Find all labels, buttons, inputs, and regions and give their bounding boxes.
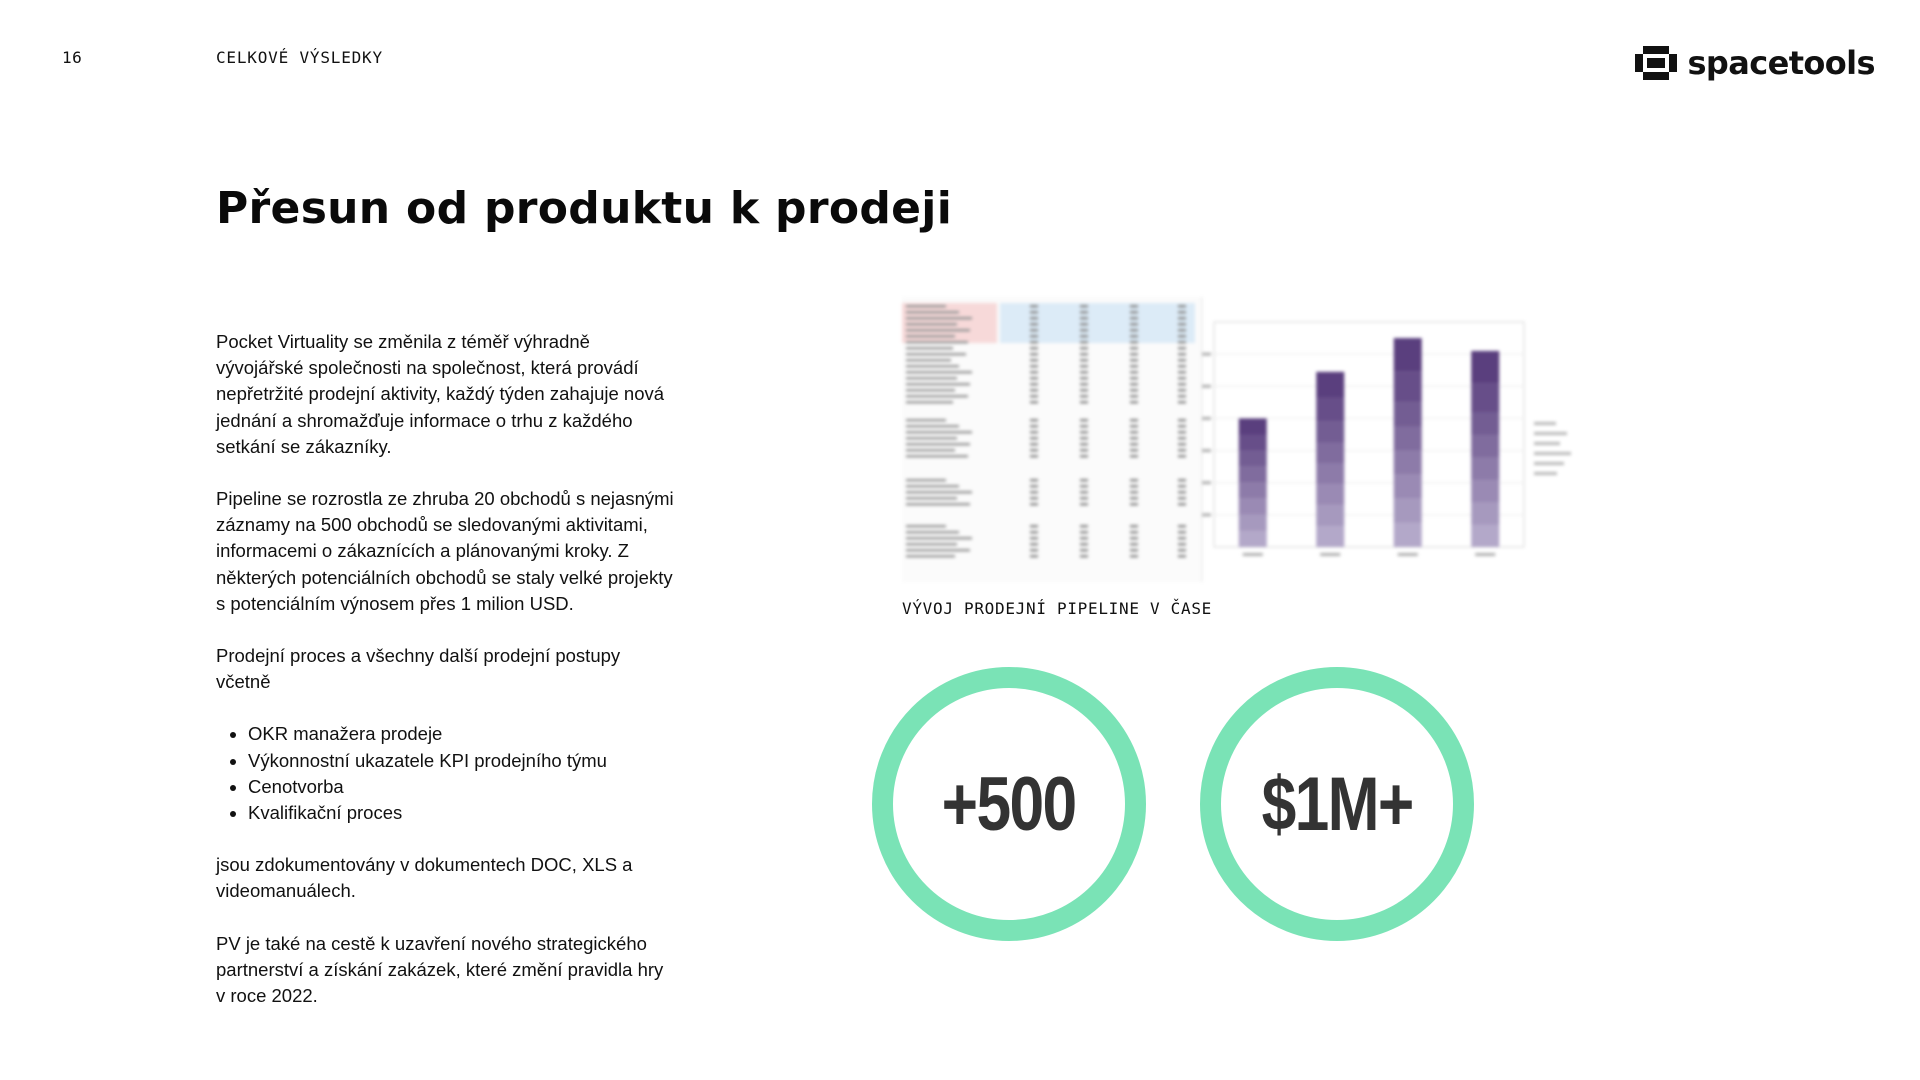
y-tick-label	[1202, 417, 1211, 420]
sheet-value-line	[1080, 401, 1088, 404]
bar-segment	[1471, 480, 1499, 503]
sheet-value-line	[1030, 437, 1038, 440]
sheet-value-line	[1030, 537, 1038, 540]
bar-segment	[1394, 402, 1422, 426]
sheet-value-line	[1178, 323, 1186, 326]
sheet-value-line	[1178, 389, 1186, 392]
sheet-cell-line	[906, 497, 957, 500]
legend-entry	[1534, 472, 1557, 475]
sheet-value-line	[1178, 419, 1186, 422]
sheet-value-line	[1178, 491, 1186, 494]
bar-segment	[1239, 531, 1267, 547]
sheet-value-line	[1178, 485, 1186, 488]
bar-segment	[1394, 475, 1422, 499]
sheet-value-line	[1130, 425, 1138, 428]
x-tick-label	[1398, 553, 1418, 556]
sheet-cell-line	[906, 449, 955, 452]
logo-text: spacetools	[1687, 44, 1875, 82]
sheet-value-line	[1130, 543, 1138, 546]
sheet-value-line	[1178, 305, 1186, 308]
sheet-value-line	[1080, 365, 1088, 368]
sheet-value-line	[1080, 497, 1088, 500]
sheet-value-line	[1030, 503, 1038, 506]
sheet-value-line	[1130, 395, 1138, 398]
sheet-value-line	[1130, 323, 1138, 326]
sheet-value-line	[1080, 455, 1088, 458]
bar-segment	[1316, 443, 1344, 464]
sheet-value-line	[1030, 311, 1038, 314]
legend-entry	[1534, 452, 1571, 455]
sheet-value-line	[1178, 455, 1186, 458]
sheet-value-line	[1178, 347, 1186, 350]
sheet-cell-line	[906, 555, 955, 558]
sheet-value-line	[1080, 317, 1088, 320]
bar-segment	[1239, 499, 1267, 515]
bar-segment	[1471, 502, 1499, 525]
sheet-cell-line	[906, 323, 957, 326]
sheet-value-line	[1080, 503, 1088, 506]
sheet-value-line	[1080, 389, 1088, 392]
sheet-value-line	[1080, 329, 1088, 332]
y-tick-label	[1202, 513, 1211, 516]
sheet-cell-line	[906, 347, 953, 350]
sheet-value-line	[1130, 537, 1138, 540]
sheet-value-line	[1080, 431, 1088, 434]
sheet-value-line	[1030, 329, 1038, 332]
sheet-value-line	[1178, 437, 1186, 440]
sheet-value-line	[1030, 395, 1038, 398]
sheet-cell-line	[906, 531, 959, 534]
sheet-value-line	[1030, 479, 1038, 482]
sheet-value-line	[1130, 449, 1138, 452]
sheet-cell-line	[906, 491, 972, 494]
sheet-value-line	[1080, 377, 1088, 380]
chart-caption: VÝVOJ PRODEJNÍ PIPELINE V ČASE	[902, 599, 1212, 618]
sheet-value-line	[1178, 335, 1186, 338]
bar-segment	[1394, 499, 1422, 523]
sheet-value-line	[1178, 329, 1186, 332]
sheet-value-line	[1030, 341, 1038, 344]
sheet-value-line	[1130, 365, 1138, 368]
sheet-cell-line	[906, 329, 970, 332]
sheet-value-line	[1178, 317, 1186, 320]
y-tick-label	[1202, 385, 1211, 388]
sheet-value-line	[1030, 347, 1038, 350]
stat-circle-revenue	[1200, 667, 1474, 941]
sheet-value-line	[1030, 305, 1038, 308]
sheet-value-line	[1080, 371, 1088, 374]
sheet-value-line	[1130, 329, 1138, 332]
sheet-value-line	[1030, 383, 1038, 386]
sheet-cell-line	[906, 455, 968, 458]
sheet-cell-line	[906, 443, 970, 446]
sheet-value-line	[1130, 377, 1138, 380]
sheet-highlight-blue	[1000, 303, 1195, 343]
legend-entry	[1534, 462, 1564, 465]
sheet-value-line	[1178, 543, 1186, 546]
body-text	[216, 329, 676, 1035]
bar-segment	[1471, 457, 1499, 480]
bar-segment	[1471, 435, 1499, 458]
sheet-value-line	[1080, 335, 1088, 338]
bar-segment	[1471, 412, 1499, 435]
sheet-cell-line	[906, 503, 970, 506]
sheet-value-line	[1080, 425, 1088, 428]
x-tick-label	[1475, 553, 1495, 556]
sheet-value-line	[1030, 443, 1038, 446]
sheet-value-line	[1130, 305, 1138, 308]
paragraph-docs: jsou zdokumentovány v dokumentech DOC, XLS a videomanuálech.	[216, 854, 633, 902]
sheet-value-line	[1030, 525, 1038, 528]
sheet-cell-line	[906, 341, 968, 344]
paragraph-intro: Pocket Virtuality se změnila z téměř výhradně vývojářské společnosti na společnost, která provádí nepřetržité prodejní aktivity, každý týden zahajuje nová jednání a shromažďuje informace o trhu z každého setkání se zákazníky.	[216, 331, 665, 457]
sheet-cell-line	[906, 395, 968, 398]
bar-segment	[1471, 351, 1499, 383]
bar-segment	[1471, 383, 1499, 412]
x-tick-label	[1243, 553, 1263, 556]
sheet-value-line	[1080, 353, 1088, 356]
legend-entry	[1534, 432, 1567, 435]
sheet-cell-line	[906, 305, 946, 308]
section-label: CELKOVÉ VÝSLEDKY	[216, 48, 383, 67]
spacetools-logo-icon	[1635, 46, 1677, 80]
sheet-value-line	[1130, 311, 1138, 314]
sheet-value-line	[1130, 431, 1138, 434]
bar-segment	[1239, 515, 1267, 531]
sheet-value-line	[1178, 353, 1186, 356]
sheet-cell-line	[906, 401, 953, 404]
page-number: 16	[62, 48, 83, 67]
sheet-cell-line	[906, 437, 957, 440]
sheet-value-line	[1130, 479, 1138, 482]
sheet-cell-line	[906, 479, 946, 482]
sheet-cell-line	[906, 431, 972, 434]
sheet-value-line	[1030, 455, 1038, 458]
sheet-value-line	[1030, 353, 1038, 356]
bar-segment	[1394, 451, 1422, 475]
pipeline-chart-image	[902, 297, 1592, 582]
sheet-value-line	[1030, 549, 1038, 552]
sheet-value-line	[1130, 443, 1138, 446]
bar-segment	[1316, 505, 1344, 526]
list-item: • Cenotvorba	[248, 774, 676, 800]
sheet-cell-line	[906, 549, 970, 552]
sheet-value-line	[1178, 377, 1186, 380]
sheet-value-line	[1080, 491, 1088, 494]
sheet-value-line	[1080, 537, 1088, 540]
paragraph-partnership: PV je také na cestě k uzavření nového strategického partnerství a získání zakázek, které změní pravidla hry v roce 2022.	[216, 932, 664, 1007]
sheet-cell-line	[906, 335, 955, 338]
bar-segment	[1239, 418, 1267, 434]
bar-segment	[1471, 525, 1499, 548]
sheet-value-line	[1130, 359, 1138, 362]
sheet-value-line	[1178, 365, 1186, 368]
stat-circle-deals	[872, 667, 1146, 941]
sheet-cell-line	[906, 377, 957, 380]
sheet-value-line	[1178, 395, 1186, 398]
sheet-value-line	[1080, 323, 1088, 326]
bar-segment	[1316, 398, 1344, 422]
sheet-value-line	[1130, 401, 1138, 404]
legend-entry	[1534, 422, 1556, 425]
sheet-cell-line	[906, 425, 959, 428]
paragraph-process: Prodejní proces a všechny další prodejní postupy včetně	[216, 645, 621, 693]
bar-segment	[1316, 526, 1344, 547]
sheet-value-line	[1178, 503, 1186, 506]
sheet-value-line	[1080, 531, 1088, 534]
bar-segment	[1316, 484, 1344, 505]
sheet-value-line	[1178, 555, 1186, 558]
sheet-value-line	[1178, 401, 1186, 404]
sheet-value-line	[1130, 389, 1138, 392]
sheet-value-line	[1080, 347, 1088, 350]
bar-segment	[1394, 338, 1422, 372]
sheet-value-line	[1080, 479, 1088, 482]
sheet-value-line	[1178, 383, 1186, 386]
sheet-value-line	[1130, 437, 1138, 440]
sheet-value-line	[1130, 335, 1138, 338]
sheet-value-line	[1130, 419, 1138, 422]
page-title: Přesun od produktu k prodeji	[216, 183, 953, 234]
sheet-value-line	[1178, 431, 1186, 434]
sheet-cell-line	[906, 537, 972, 540]
y-tick-label	[1202, 481, 1211, 484]
list-item: • Kvalifikační proces	[248, 800, 676, 826]
sheet-value-line	[1080, 449, 1088, 452]
sheet-cell-line	[906, 317, 972, 320]
sheet-value-line	[1080, 341, 1088, 344]
sheet-cell-line	[906, 383, 970, 386]
bar-segment	[1394, 372, 1422, 403]
sheet-value-line	[1130, 341, 1138, 344]
bar-segment	[1239, 467, 1267, 483]
sheet-value-line	[1178, 531, 1186, 534]
spreadsheet-table	[902, 297, 1202, 582]
sheet-value-line	[1130, 317, 1138, 320]
sheet-value-line	[1080, 311, 1088, 314]
sheet-value-line	[1130, 555, 1138, 558]
sheet-value-line	[1080, 525, 1088, 528]
bar-segment	[1316, 463, 1344, 484]
sheet-value-line	[1130, 371, 1138, 374]
sheet-value-line	[1130, 383, 1138, 386]
sheet-value-line	[1080, 485, 1088, 488]
sheet-value-line	[1030, 485, 1038, 488]
sheet-value-line	[1130, 503, 1138, 506]
stat-value-deals: +500	[942, 761, 1076, 847]
paragraph-pipeline: Pipeline se rozrostla ze zhruba 20 obchodů s nejasnými záznamy na 500 obchodů se sledovanými aktivitami, informacemi o zákaznících a plánovanými kroky. Z některých potenciálních obchodů se staly velké projekty s potenciálním výnosem přes 1 milion USD.	[216, 488, 674, 614]
bar-segment	[1394, 426, 1422, 450]
y-tick-label	[1202, 449, 1211, 452]
bar-segment	[1239, 451, 1267, 467]
bar-segment	[1394, 523, 1422, 547]
sheet-value-line	[1178, 311, 1186, 314]
sheet-value-line	[1178, 425, 1186, 428]
sheet-value-line	[1178, 479, 1186, 482]
sheet-value-line	[1030, 323, 1038, 326]
sheet-cell-line	[906, 359, 946, 362]
sheet-value-line	[1030, 531, 1038, 534]
sheet-value-line	[1080, 305, 1088, 308]
sheet-value-line	[1080, 359, 1088, 362]
sheet-value-line	[1030, 389, 1038, 392]
sheet-value-line	[1178, 371, 1186, 374]
bar-chart	[1202, 322, 1571, 556]
sheet-value-line	[1030, 555, 1038, 558]
sheet-value-line	[1178, 525, 1186, 528]
legend-entry	[1534, 442, 1560, 445]
sheet-value-line	[1080, 383, 1088, 386]
sheet-value-line	[1130, 347, 1138, 350]
sheet-value-line	[1080, 443, 1088, 446]
sheet-value-line	[1178, 449, 1186, 452]
sheet-value-line	[1130, 531, 1138, 534]
list-item: • Výkonnostní ukazatele KPI prodejního týmu	[248, 748, 676, 774]
sheet-value-line	[1178, 341, 1186, 344]
sheet-cell-line	[906, 525, 946, 528]
sheet-value-line	[1030, 425, 1038, 428]
sheet-value-line	[1030, 543, 1038, 546]
sheet-value-line	[1178, 359, 1186, 362]
sheet-value-line	[1080, 395, 1088, 398]
sheet-value-line	[1178, 537, 1186, 540]
sheet-value-line	[1080, 543, 1088, 546]
sheet-value-line	[1030, 317, 1038, 320]
sheet-value-line	[1030, 359, 1038, 362]
sheet-value-line	[1130, 525, 1138, 528]
sheet-value-line	[1178, 443, 1186, 446]
sheet-value-line	[1030, 365, 1038, 368]
sheet-value-line	[1130, 485, 1138, 488]
bar-segment	[1316, 422, 1344, 443]
sheet-value-line	[1130, 353, 1138, 356]
y-tick-label	[1202, 353, 1211, 356]
sheet-value-line	[1030, 431, 1038, 434]
sheet-value-line	[1080, 555, 1088, 558]
sheet-cell-line	[906, 365, 959, 368]
sheet-cell-line	[906, 311, 959, 314]
sheet-cell-line	[906, 371, 972, 374]
sheet-value-line	[1178, 497, 1186, 500]
sheet-value-line	[1030, 419, 1038, 422]
sheet-value-line	[1030, 491, 1038, 494]
sheet-cell-line	[906, 389, 955, 392]
sheet-value-line	[1080, 437, 1088, 440]
sheet-value-line	[1130, 491, 1138, 494]
sheet-cell-line	[906, 353, 966, 356]
process-list	[216, 721, 676, 826]
sheet-value-line	[1130, 549, 1138, 552]
sheet-value-line	[1080, 549, 1088, 552]
list-item: • OKR manažera prodeje	[248, 721, 676, 747]
sheet-value-line	[1030, 371, 1038, 374]
bar-segment	[1316, 372, 1344, 398]
sheet-value-line	[1030, 497, 1038, 500]
sheet-value-line	[1030, 401, 1038, 404]
sheet-cell-line	[906, 419, 946, 422]
sheet-value-line	[1080, 419, 1088, 422]
sheet-value-line	[1130, 497, 1138, 500]
sheet-cell-line	[906, 485, 959, 488]
sheet-value-line	[1030, 335, 1038, 338]
sheet-value-line	[1030, 449, 1038, 452]
logo	[1635, 44, 1875, 82]
bar-segment	[1239, 483, 1267, 499]
stat-value-revenue: $1M+	[1261, 761, 1413, 847]
sheet-cell-line	[906, 543, 957, 546]
x-tick-label	[1320, 553, 1340, 556]
sheet-value-line	[1030, 377, 1038, 380]
bar-segment	[1239, 435, 1267, 451]
sheet-value-line	[1130, 455, 1138, 458]
sheet-value-line	[1178, 549, 1186, 552]
